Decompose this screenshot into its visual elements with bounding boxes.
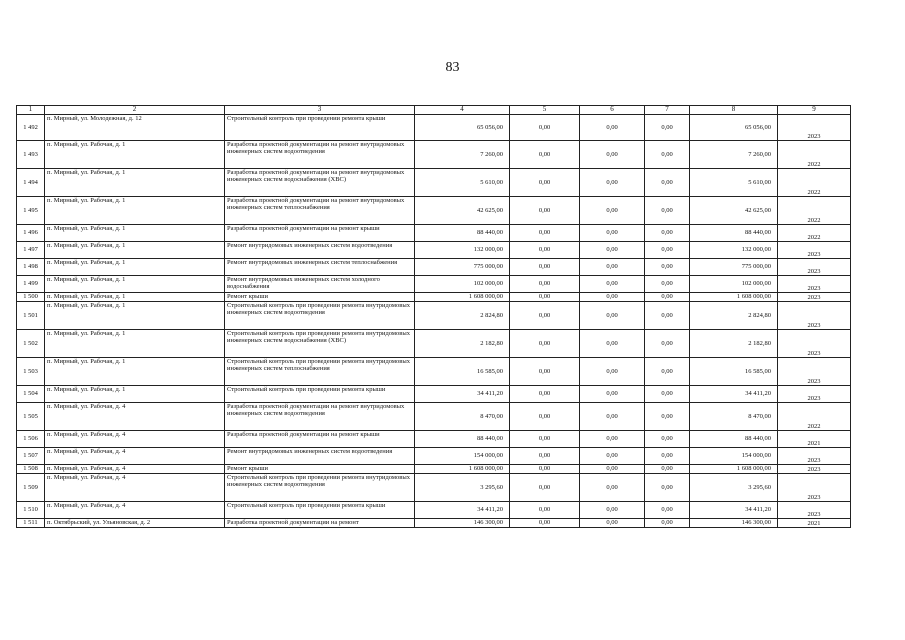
col7-value-cell: 0,00 [645,519,690,528]
year-cell: 2022 [778,197,851,225]
year-cell: 2023 [778,358,851,386]
year-cell: 2021 [778,431,851,448]
address-cell: п. Мирный, ул. Рабочая, д. 1 [45,276,225,293]
capital-repair-table [16,105,851,528]
col6-value-cell: 0,00 [580,519,645,528]
address-cell: п. Октябрьский, ул. Ульяновская, д. 2 [45,519,225,528]
table-row [17,242,851,259]
row-number-cell: 1 511 [17,519,45,528]
total-cost-cell: 5 610,00 [415,169,510,197]
row-number-cell: 1 496 [17,225,45,242]
col6-value-cell: 0,00 [580,386,645,403]
col7-value-cell: 0,00 [645,448,690,465]
col6-value-cell: 0,00 [580,474,645,502]
col8-value-cell: 5 610,00 [690,169,778,197]
total-cost-cell: 8 470,00 [415,403,510,431]
address-cell: п. Мирный, ул. Рабочая, д. 4 [45,465,225,474]
work-type-cell: Разработка проектной документации на ремонт внутридомовых инженерных систем водоотведения [225,403,415,431]
row-number-cell: 1 493 [17,141,45,169]
col6-value-cell: 0,00 [580,242,645,259]
col6-value-cell: 0,00 [580,276,645,293]
col8-value-cell: 42 625,00 [690,197,778,225]
col7-value-cell: 0,00 [645,293,690,302]
work-type-cell: Ремонт внутридомовых инженерных систем холодного водоснабжения [225,276,415,293]
total-cost-cell: 16 585,00 [415,358,510,386]
col7-value-cell: 0,00 [645,141,690,169]
work-type-cell: Разработка проектной документации на ремонт внутридомовых инженерных систем водоснабжения (ХВС) [225,169,415,197]
col7-value-cell: 0,00 [645,242,690,259]
work-type-cell: Строительный контроль при проведении ремонта крыши [225,115,415,141]
header-cell-2: 2 [45,106,225,115]
address-cell: п. Мирный, ул. Рабочая, д. 1 [45,358,225,386]
col5-value-cell: 0,00 [510,169,580,197]
header-cell-1: 1 [17,106,45,115]
table-row [17,403,851,431]
address-cell: п. Мирный, ул. Рабочая, д. 4 [45,403,225,431]
address-cell: п. Мирный, ул. Рабочая, д. 4 [45,448,225,465]
work-type-cell: Строительный контроль при проведении ремонта крыши [225,502,415,519]
col8-value-cell: 2 182,80 [690,330,778,358]
address-cell: п. Мирный, ул. Рабочая, д. 1 [45,259,225,276]
col8-value-cell: 2 824,80 [690,302,778,330]
year-cell: 2023 [778,448,851,465]
col7-value-cell: 0,00 [645,474,690,502]
col8-value-cell: 1 608 000,00 [690,293,778,302]
col6-value-cell: 0,00 [580,293,645,302]
col8-value-cell: 1 608 000,00 [690,465,778,474]
row-number-cell: 1 508 [17,465,45,474]
col6-value-cell: 0,00 [580,169,645,197]
row-number-cell: 1 502 [17,330,45,358]
col8-value-cell: 154 000,00 [690,448,778,465]
table-row [17,293,851,302]
col7-value-cell: 0,00 [645,403,690,431]
col6-value-cell: 0,00 [580,403,645,431]
col8-value-cell: 8 470,00 [690,403,778,431]
col6-value-cell: 0,00 [580,330,645,358]
col5-value-cell: 0,00 [510,225,580,242]
col7-value-cell: 0,00 [645,276,690,293]
total-cost-cell: 154 000,00 [415,448,510,465]
address-cell: п. Мирный, ул. Рабочая, д. 1 [45,293,225,302]
col5-value-cell: 0,00 [510,259,580,276]
work-type-cell: Разработка проектной документации на ремонт внутридомовых инженерных систем водоотведения [225,141,415,169]
total-cost-cell: 775 000,00 [415,259,510,276]
total-cost-cell: 7 260,00 [415,141,510,169]
total-cost-cell: 42 625,00 [415,197,510,225]
table-row [17,330,851,358]
row-number-cell: 1 505 [17,403,45,431]
row-number-cell: 1 509 [17,474,45,502]
address-cell: п. Мирный, ул. Рабочая, д. 4 [45,502,225,519]
row-number-cell: 1 495 [17,197,45,225]
col7-value-cell: 0,00 [645,259,690,276]
total-cost-cell: 65 056,00 [415,115,510,141]
year-cell: 2023 [778,330,851,358]
table-body [17,106,851,528]
work-type-cell: Строительный контроль при проведении ремонта внутридомовых инженерных систем теплоснабжения [225,358,415,386]
year-cell: 2023 [778,302,851,330]
table-row [17,431,851,448]
year-cell: 2022 [778,169,851,197]
col6-value-cell: 0,00 [580,141,645,169]
header-cell-5: 5 [510,106,580,115]
year-cell: 2022 [778,225,851,242]
col5-value-cell: 0,00 [510,293,580,302]
col7-value-cell: 0,00 [645,225,690,242]
work-type-cell: Строительный контроль при проведении ремонта внутридомовых инженерных систем водоснабжения (ХВС) [225,330,415,358]
row-number-cell: 1 500 [17,293,45,302]
table-row [17,386,851,403]
col6-value-cell: 0,00 [580,259,645,276]
address-cell: п. Мирный, ул. Рабочая, д. 4 [45,431,225,448]
total-cost-cell: 146 300,00 [415,519,510,528]
col7-value-cell: 0,00 [645,358,690,386]
table-row [17,141,851,169]
work-type-cell: Ремонт внутридомовых инженерных систем водоотведения [225,448,415,465]
work-type-cell: Разработка проектной документации на ремонт внутридомовых инженерных систем теплоснабжения [225,197,415,225]
table-row [17,474,851,502]
col8-value-cell: 88 440,00 [690,225,778,242]
year-cell: 2023 [778,293,851,302]
col7-value-cell: 0,00 [645,115,690,141]
work-type-cell: Разработка проектной документации на ремонт крыши [225,225,415,242]
col6-value-cell: 0,00 [580,115,645,141]
work-type-cell: Ремонт крыши [225,293,415,302]
total-cost-cell: 132 000,00 [415,242,510,259]
col8-value-cell: 65 056,00 [690,115,778,141]
total-cost-cell: 88 440,00 [415,225,510,242]
address-cell: п. Мирный, ул. Рабочая, д. 1 [45,242,225,259]
col7-value-cell: 0,00 [645,197,690,225]
table-row [17,502,851,519]
col5-value-cell: 0,00 [510,431,580,448]
col5-value-cell: 0,00 [510,502,580,519]
year-cell: 2023 [778,115,851,141]
address-cell: п. Мирный, ул. Рабочая, д. 1 [45,225,225,242]
col5-value-cell: 0,00 [510,276,580,293]
year-cell: 2022 [778,141,851,169]
total-cost-cell: 1 608 000,00 [415,465,510,474]
col6-value-cell: 0,00 [580,302,645,330]
col5-value-cell: 0,00 [510,242,580,259]
address-cell: п. Мирный, ул. Рабочая, д. 1 [45,169,225,197]
col7-value-cell: 0,00 [645,169,690,197]
col5-value-cell: 0,00 [510,474,580,502]
work-type-cell: Ремонт крыши [225,465,415,474]
year-cell: 2023 [778,465,851,474]
table-row [17,197,851,225]
work-type-cell: Строительный контроль при проведении ремонта внутридомовых инженерных систем водоотведения [225,474,415,502]
year-cell: 2023 [778,276,851,293]
table-row [17,448,851,465]
row-number-cell: 1 501 [17,302,45,330]
col8-value-cell: 775 000,00 [690,259,778,276]
row-number-cell: 1 507 [17,448,45,465]
col6-value-cell: 0,00 [580,502,645,519]
col8-value-cell: 88 440,00 [690,431,778,448]
year-cell: 2023 [778,259,851,276]
row-number-cell: 1 492 [17,115,45,141]
col7-value-cell: 0,00 [645,465,690,474]
col8-value-cell: 34 411,20 [690,502,778,519]
col8-value-cell: 146 300,00 [690,519,778,528]
table-row [17,225,851,242]
year-cell: 2023 [778,502,851,519]
table-row [17,259,851,276]
col5-value-cell: 0,00 [510,115,580,141]
col8-value-cell: 102 000,00 [690,276,778,293]
table-row [17,465,851,474]
row-number-cell: 1 494 [17,169,45,197]
header-cell-4: 4 [415,106,510,115]
col5-value-cell: 0,00 [510,302,580,330]
col5-value-cell: 0,00 [510,403,580,431]
header-cell-7: 7 [645,106,690,115]
row-number-cell: 1 499 [17,276,45,293]
col7-value-cell: 0,00 [645,431,690,448]
col6-value-cell: 0,00 [580,448,645,465]
year-cell: 2023 [778,386,851,403]
total-cost-cell: 88 440,00 [415,431,510,448]
total-cost-cell: 3 295,60 [415,474,510,502]
row-number-cell: 1 506 [17,431,45,448]
header-cell-6: 6 [580,106,645,115]
address-cell: п. Мирный, ул. Молодежная, д. 12 [45,115,225,141]
work-type-cell: Строительный контроль при проведении ремонта внутридомовых инженерных систем водоотведения [225,302,415,330]
work-type-cell: Разработка проектной документации на ремонт крыши [225,431,415,448]
address-cell: п. Мирный, ул. Рабочая, д. 1 [45,141,225,169]
col5-value-cell: 0,00 [510,197,580,225]
col8-value-cell: 34 411,20 [690,386,778,403]
col5-value-cell: 0,00 [510,465,580,474]
col6-value-cell: 0,00 [580,431,645,448]
col6-value-cell: 0,00 [580,197,645,225]
address-cell: п. Мирный, ул. Рабочая, д. 4 [45,474,225,502]
row-number-cell: 1 497 [17,242,45,259]
work-type-cell: Разработка проектной документации на ремонт [225,519,415,528]
table-row [17,115,851,141]
total-cost-cell: 34 411,20 [415,502,510,519]
col5-value-cell: 0,00 [510,386,580,403]
col8-value-cell: 16 585,00 [690,358,778,386]
row-number-cell: 1 503 [17,358,45,386]
col6-value-cell: 0,00 [580,225,645,242]
work-type-cell: Ремонт внутридомовых инженерных систем теплоснабжения [225,259,415,276]
col7-value-cell: 0,00 [645,330,690,358]
work-type-cell: Ремонт внутридомовых инженерных систем водоотведения [225,242,415,259]
table-row [17,276,851,293]
address-cell: п. Мирный, ул. Рабочая, д. 1 [45,197,225,225]
col5-value-cell: 0,00 [510,358,580,386]
header-cell-9: 9 [778,106,851,115]
total-cost-cell: 2 182,80 [415,330,510,358]
year-cell: 2023 [778,474,851,502]
col8-value-cell: 7 260,00 [690,141,778,169]
page-number: 83 [445,60,460,75]
col5-value-cell: 0,00 [510,448,580,465]
col8-value-cell: 132 000,00 [690,242,778,259]
col5-value-cell: 0,00 [510,141,580,169]
table-row [17,169,851,197]
total-cost-cell: 34 411,20 [415,386,510,403]
col7-value-cell: 0,00 [645,302,690,330]
col8-value-cell: 3 295,60 [690,474,778,502]
address-cell: п. Мирный, ул. Рабочая, д. 1 [45,386,225,403]
col6-value-cell: 0,00 [580,358,645,386]
header-cell-3: 3 [225,106,415,115]
total-cost-cell: 102 000,00 [415,276,510,293]
address-cell: п. Мирный, ул. Рабочая, д. 1 [45,302,225,330]
col6-value-cell: 0,00 [580,465,645,474]
year-cell: 2021 [778,519,851,528]
col7-value-cell: 0,00 [645,386,690,403]
work-type-cell: Строительный контроль при проведении ремонта крыши [225,386,415,403]
row-number-cell: 1 504 [17,386,45,403]
table-row [17,358,851,386]
address-cell: п. Мирный, ул. Рабочая, д. 1 [45,330,225,358]
col5-value-cell: 0,00 [510,519,580,528]
header-row [17,106,851,115]
total-cost-cell: 1 608 000,00 [415,293,510,302]
row-number-cell: 1 510 [17,502,45,519]
row-number-cell: 1 498 [17,259,45,276]
total-cost-cell: 2 824,80 [415,302,510,330]
header-cell-8: 8 [690,106,778,115]
year-cell: 2022 [778,403,851,431]
table-row [17,302,851,330]
col7-value-cell: 0,00 [645,502,690,519]
year-cell: 2023 [778,242,851,259]
col5-value-cell: 0,00 [510,330,580,358]
table-row [17,519,851,528]
